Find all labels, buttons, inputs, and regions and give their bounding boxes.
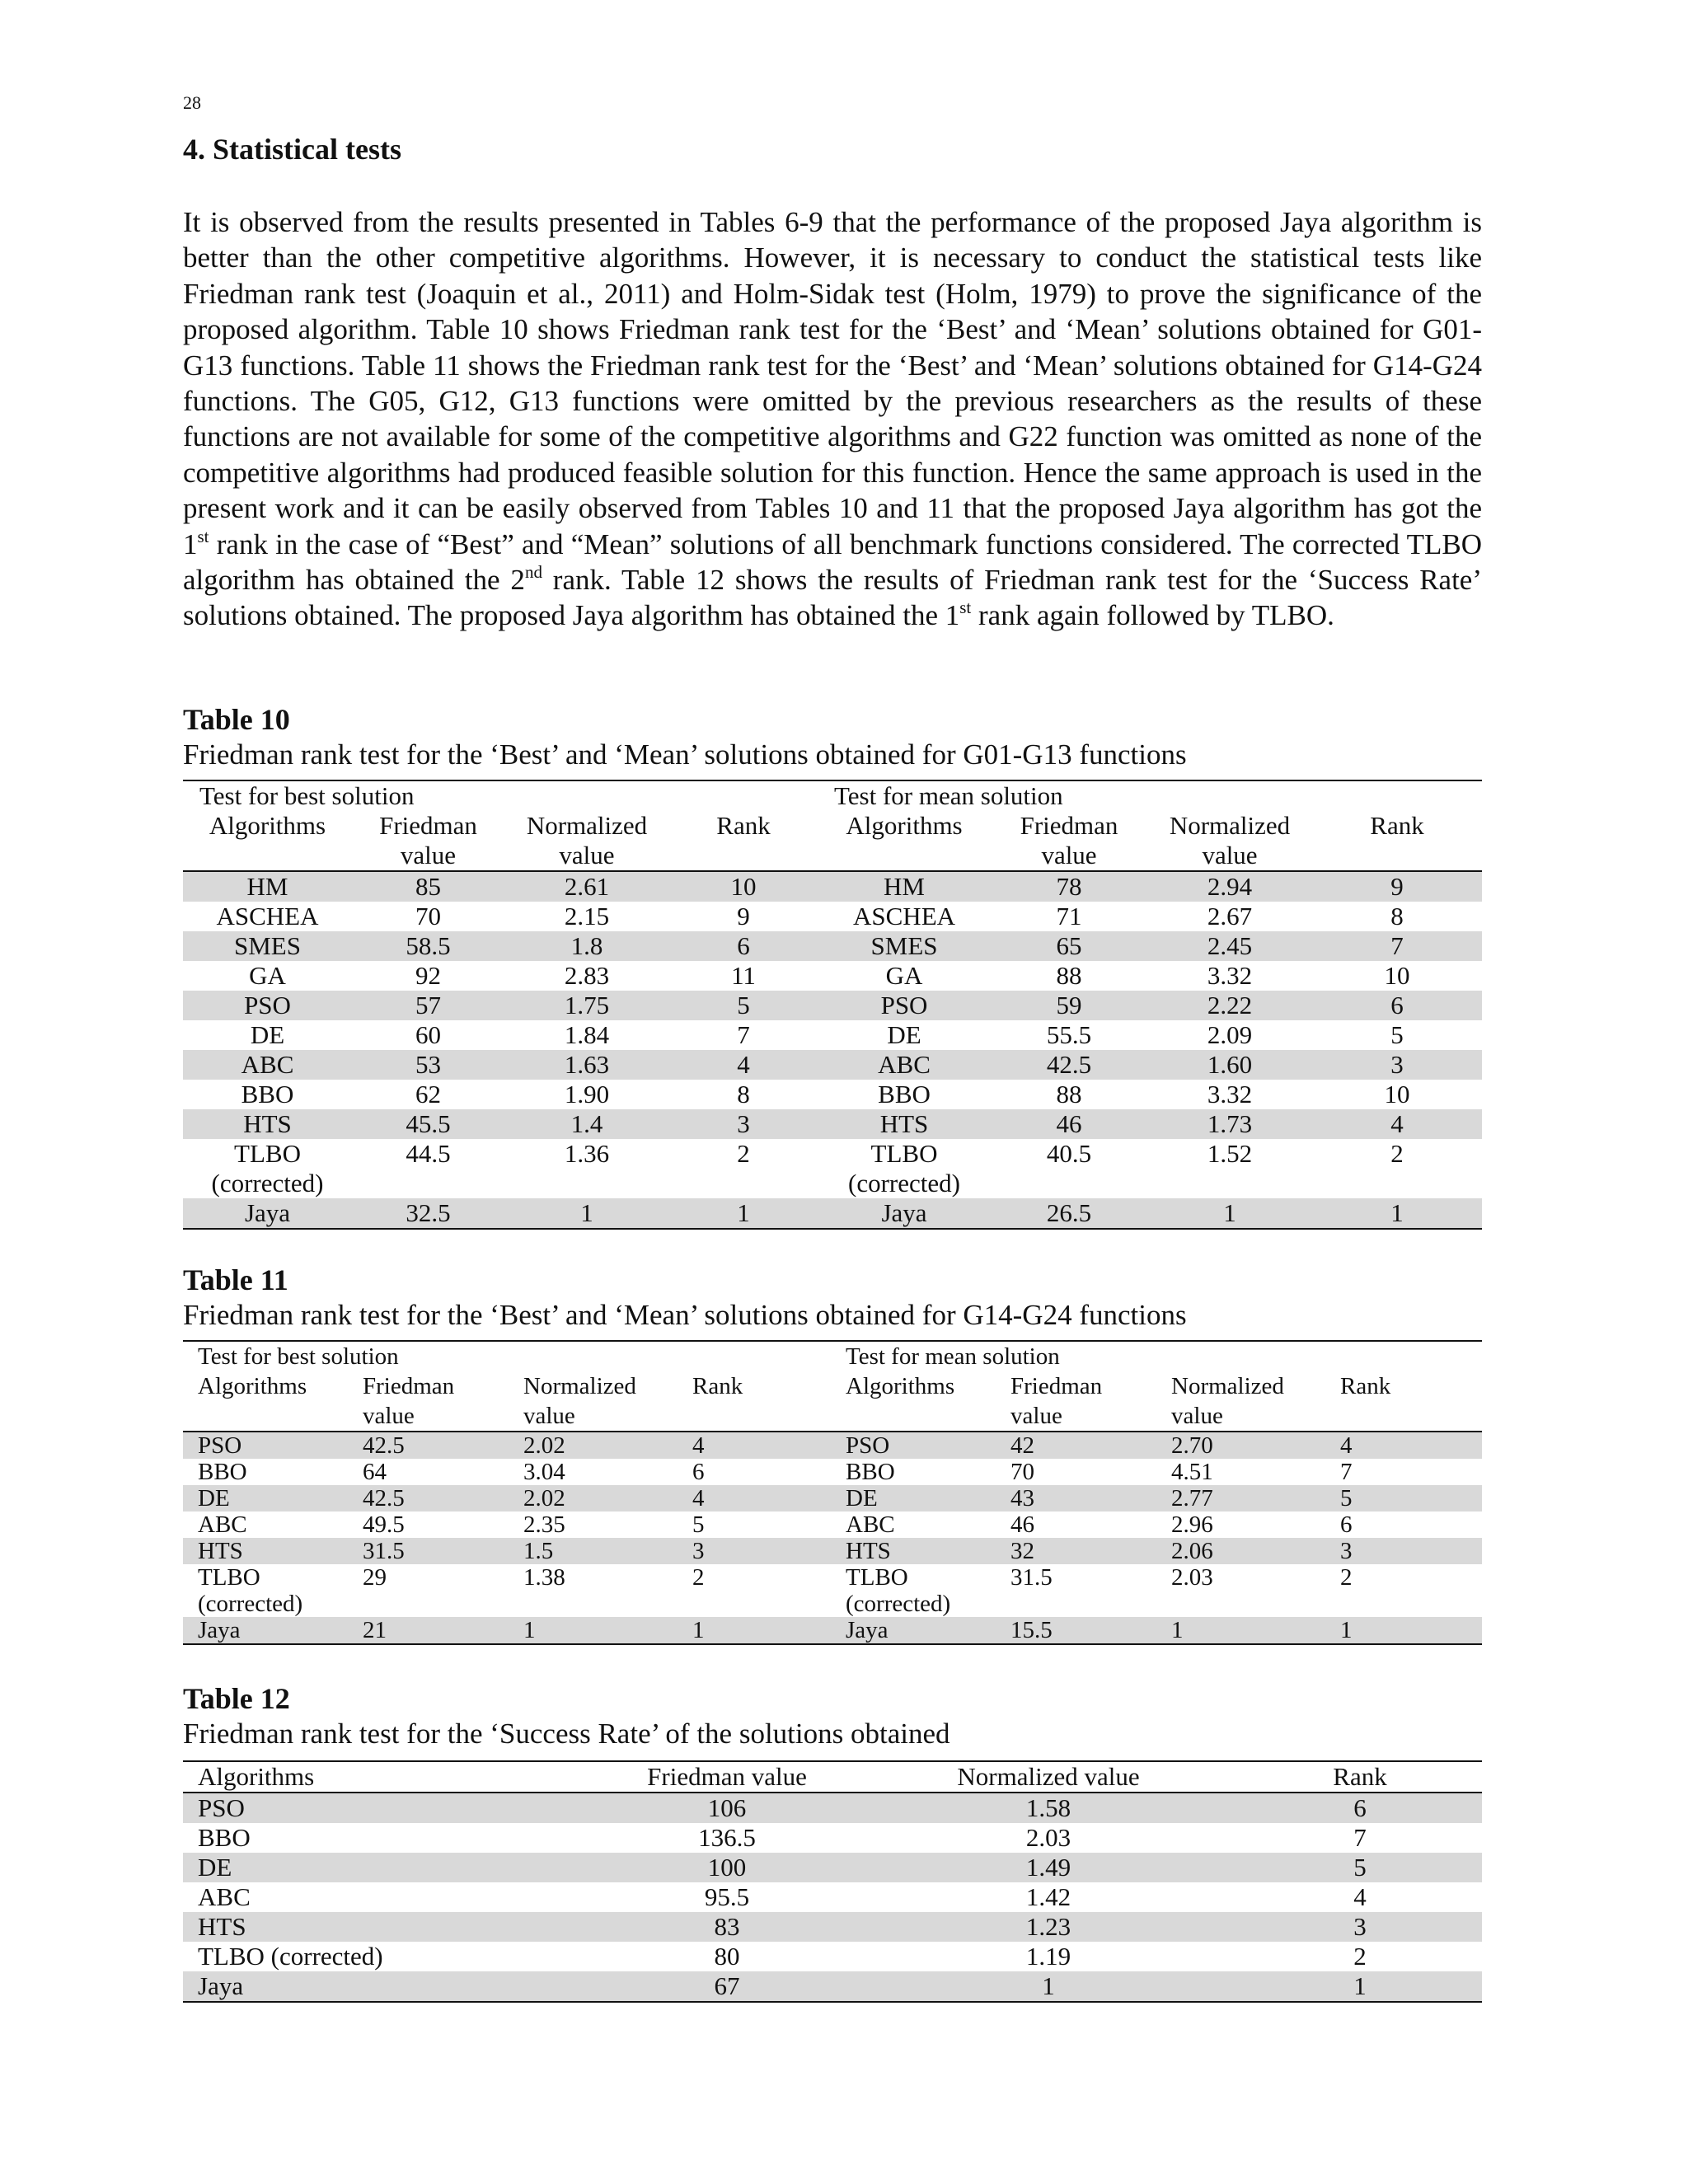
table12-header-cell: Friedman value — [595, 1761, 859, 1793]
table12-header-row — [183, 1761, 1482, 1793]
table10-cell: 2.61 — [504, 871, 669, 902]
table12 — [183, 1760, 1482, 2003]
table11-cell: 21 — [348, 1617, 509, 1644]
table11-header-row — [183, 1371, 1482, 1432]
table11-cell: 5 — [692, 1511, 705, 1538]
table11-cell: 2.35 — [523, 1511, 565, 1538]
table10-cell: 2.67 — [1207, 902, 1253, 930]
table10-cell: TLBO — [234, 1139, 301, 1168]
body-paragraph — [183, 204, 1482, 634]
table12-cell: 1.58 — [859, 1793, 1238, 1823]
table10-cell: 11 — [731, 961, 756, 990]
table10-cell — [504, 1169, 669, 1198]
table10-cell: 5 — [1390, 1020, 1404, 1049]
table11-cell: 1.38 — [523, 1564, 565, 1591]
table11-cell: HTS — [183, 1538, 348, 1564]
table12-cell: 106 — [595, 1793, 859, 1823]
table12-cell: PSO — [183, 1793, 595, 1823]
table10-group-mean: Test for mean solution — [834, 781, 1063, 810]
table11-cell — [1325, 1591, 1482, 1617]
table10-cell: PSO — [818, 991, 991, 1020]
table11-cell: 43 — [996, 1485, 1156, 1511]
table10-cell: 7 — [737, 1020, 750, 1049]
table10-cell — [669, 1169, 818, 1198]
table11-cell — [509, 1591, 678, 1617]
table12-header-cell: Rank — [1238, 1761, 1482, 1793]
table11-row — [183, 1538, 1482, 1564]
table11-cell: 4.51 — [1171, 1459, 1213, 1485]
table11-cell: 1.5 — [509, 1538, 678, 1564]
table11-cell: 46 — [1010, 1511, 1035, 1538]
table11-cell: PSO — [183, 1432, 348, 1459]
table10-cell: 1.36 — [564, 1139, 610, 1168]
table10-cell: 85 — [352, 871, 504, 902]
table12-cell: 6 — [1238, 1793, 1482, 1823]
table11-cell: 6 — [692, 1459, 705, 1485]
table11-cell: ABC — [198, 1511, 247, 1538]
table11-cell: 2 — [692, 1564, 705, 1591]
table12-cell: 1 — [1238, 1971, 1482, 2002]
table11-cell: TLBO — [198, 1564, 260, 1591]
table10-cell: HTS — [818, 1109, 991, 1139]
table10-cell: 71 — [1056, 902, 1082, 930]
section-title: 4. Statistical tests — [183, 133, 401, 166]
table12-label: Table 12 — [183, 1682, 290, 1715]
table11-cell: 1 — [1156, 1617, 1325, 1644]
table10-cell: 1.73 — [1147, 1109, 1312, 1139]
table10-row — [183, 1169, 1482, 1198]
table11-cell — [678, 1591, 831, 1617]
table12-cell: 3 — [1238, 1912, 1482, 1942]
table10-row — [183, 991, 1482, 1020]
table10-header-cell: Normalized value — [504, 811, 669, 871]
table11-header-cell: Rank — [678, 1371, 831, 1432]
table10-header-cell: Rank — [669, 811, 818, 871]
table10-cell — [991, 1169, 1147, 1198]
table10-cell: Jaya — [183, 1198, 352, 1229]
table10-cell: 2.09 — [1207, 1020, 1253, 1049]
table10-cell: DE — [250, 1020, 285, 1049]
table10-cell: 3 — [1312, 1050, 1482, 1080]
table11-header-cell: Rank — [1325, 1371, 1482, 1432]
table10-cell: 58.5 — [352, 931, 504, 961]
table11-cell: 2.77 — [1156, 1485, 1325, 1511]
table12-row — [183, 1853, 1482, 1882]
table11-header-cell: Friedman value — [996, 1371, 1156, 1432]
paragraph-part-2: rank in the case of “Best” and “Mean” solutions of all benchmark functions considered. The corrected TLBO algorithm has obtained the 2 — [183, 527, 1482, 597]
paragraph-part-1: It is observed from the results presented in Tables 6-9 that the performance of the proposed Jaya algorithm is better than the other competitive algorithms. However, it is necessary to conduct the statistical tests like Friedman rank test (Joaquin et al., 2011) and Holm-Sidak test (Holm, 1979) to prove the significance of the proposed algorithm. Table 10 shows Friedman rank test for the ‘Best’ and ‘Mean’ solutions obtained for G01-G13 functions. Table 11 shows the Friedman rank test for the ‘Best’ and ‘Mean’ solutions obtained for G14-G24 functions. The G05, G12, G13 functions were omitted by the previous researchers as the results of these functions are not available for some of the competitive algorithms and G22 function was omitted as none of the competitive algorithms had produced feasible solution for this function. Hence the same approach is used in the present work and it can be easily observed from Tables 10 and 11 that the proposed Jaya algorithm has got the 1 — [183, 206, 1482, 560]
table12-header-cell: Normalized value — [859, 1761, 1238, 1793]
table10-cell: Jaya — [818, 1198, 991, 1229]
table11-group-mean: Test for mean solution — [846, 1343, 1060, 1370]
table12-row — [183, 1942, 1482, 1971]
table11-label: Table 11 — [183, 1263, 288, 1296]
table12-row — [183, 1912, 1482, 1942]
table11-header-cell: Friedman value — [348, 1371, 509, 1432]
table10-cell: 1.75 — [504, 991, 669, 1020]
table12-cell: TLBO (corrected) — [198, 1942, 383, 1971]
table10-cell: BBO — [878, 1080, 931, 1108]
table10-cell: SMES — [183, 931, 352, 961]
table11-cell: 70 — [1010, 1459, 1035, 1485]
table10-cell: 62 — [415, 1080, 441, 1108]
table10-cell: 10 — [669, 871, 818, 902]
table10-cell: 1 — [1312, 1198, 1482, 1229]
table11-cell: 49.5 — [363, 1511, 405, 1538]
table10-cell: 46 — [991, 1109, 1147, 1139]
table10-cell: 60 — [415, 1020, 441, 1049]
table10-cell: HTS — [183, 1109, 352, 1139]
table12-row — [183, 1971, 1482, 2002]
table10-cell: 7 — [1312, 931, 1482, 961]
page-number: 28 — [183, 92, 201, 113]
table10-cell: 4 — [669, 1050, 818, 1080]
table10-cell: 92 — [415, 961, 441, 990]
table12-cell: 1.49 — [859, 1853, 1238, 1882]
table10-cell: 1.84 — [564, 1020, 610, 1049]
table11-group-best: Test for best solution — [198, 1343, 399, 1370]
table10 — [183, 780, 1482, 1230]
table12-header-cell: Algorithms — [183, 1761, 595, 1793]
table10-cell: 6 — [669, 931, 818, 961]
table10-body — [183, 871, 1482, 1229]
table11-cell: HTS — [831, 1538, 996, 1564]
table10-cell: ABC — [183, 1050, 352, 1080]
table11-cell: 2.02 — [509, 1432, 678, 1459]
table10-cell: TLBO — [870, 1139, 938, 1168]
table12-cell: 1.42 — [1025, 1882, 1071, 1911]
table10-cell: ABC — [818, 1050, 991, 1080]
table12-cell: Jaya — [183, 1971, 595, 2002]
table11-cell: 3 — [678, 1538, 831, 1564]
table11-header-cell: Normalized value — [1156, 1371, 1325, 1432]
table10-caption: Friedman rank test for the ‘Best’ and ‘Mean’ solutions obtained for G01-G13 functions — [183, 738, 1187, 771]
table11-cell: 2.06 — [1156, 1538, 1325, 1564]
table10-cell: 3.32 — [1207, 961, 1253, 990]
table10-cell: 9 — [1312, 871, 1482, 902]
table10-cell: 10 — [1384, 1080, 1410, 1108]
table10-cell: 55.5 — [1046, 1020, 1092, 1049]
table11-header-cell: Algorithms — [831, 1371, 996, 1432]
table11-cell: 1 — [1325, 1617, 1482, 1644]
table11-row — [183, 1485, 1482, 1511]
table10-cell: 32.5 — [352, 1198, 504, 1229]
table11-cell: 2.03 — [1171, 1564, 1213, 1591]
table11-cell — [348, 1591, 509, 1617]
table10-cell: DE — [887, 1020, 921, 1049]
table10-group-row — [183, 780, 1482, 811]
table12-cell: 1.19 — [1025, 1942, 1071, 1971]
paragraph-part-4: rank again followed by TLBO. — [971, 599, 1334, 632]
superscript-3: st — [959, 598, 972, 618]
table11-row — [183, 1459, 1482, 1485]
table12-cell: 4 — [1353, 1882, 1367, 1911]
table10-cell: GA — [885, 961, 923, 990]
table12-cell: 1.23 — [859, 1912, 1238, 1942]
table10-cell: 44.5 — [406, 1139, 451, 1168]
table12-cell: 2 — [1353, 1942, 1367, 1971]
table10-cell: ASCHEA — [216, 902, 319, 930]
table11-cell: BBO — [846, 1459, 895, 1485]
table10-cell: 40.5 — [1046, 1139, 1092, 1168]
table10-row — [183, 961, 1482, 991]
table11-body — [183, 1432, 1482, 1644]
table10-cell — [1312, 1169, 1482, 1198]
table10-header-cell: Algorithms — [183, 811, 352, 871]
table10-cell: 1.8 — [504, 931, 669, 961]
table10-cell: 42.5 — [991, 1050, 1147, 1080]
table11-cell: DE — [831, 1485, 996, 1511]
superscript-2: nd — [524, 562, 542, 583]
table12-cell: 7 — [1353, 1823, 1367, 1852]
table11-cell: 1 — [509, 1617, 678, 1644]
table10-cell: BBO — [241, 1080, 294, 1108]
table10-row — [183, 902, 1482, 931]
table11-row — [183, 1432, 1482, 1459]
table10-group-best: Test for best solution — [199, 781, 415, 810]
table11-cell: 6 — [1340, 1511, 1353, 1538]
table10-cell: 2.83 — [564, 961, 610, 990]
table10-row — [183, 1198, 1482, 1229]
table12-caption: Friedman rank test for the ‘Success Rate’ of the solutions obtained — [183, 1718, 950, 1750]
table11-cell: 42.5 — [348, 1432, 509, 1459]
table11-cell: 42 — [996, 1432, 1156, 1459]
table10-cell: 1.60 — [1147, 1050, 1312, 1080]
table11-cell: 2.02 — [509, 1485, 678, 1511]
table11-group-row — [183, 1341, 1482, 1371]
table11-cell: 7 — [1340, 1459, 1353, 1485]
superscript-1: st — [197, 526, 209, 546]
table10-cell: 9 — [737, 902, 750, 930]
table11-cell: (corrected) — [198, 1591, 303, 1617]
table10-cell: 1 — [669, 1198, 818, 1229]
table11-cell: BBO — [198, 1459, 247, 1485]
table12-cell: 136.5 — [698, 1823, 756, 1852]
table10-cell: 70 — [415, 902, 441, 930]
table10-cell: 59 — [991, 991, 1147, 1020]
table11-cell — [996, 1591, 1156, 1617]
table11-cell: 2.96 — [1171, 1511, 1213, 1538]
table11-cell: 5 — [1325, 1485, 1482, 1511]
table10-cell: SMES — [818, 931, 991, 961]
table10-cell: 1.52 — [1207, 1139, 1253, 1168]
table11-header-cell: Algorithms — [183, 1371, 348, 1432]
table11-cell: Jaya — [831, 1617, 996, 1644]
table11 — [183, 1340, 1482, 1645]
table10-cell: 2 — [1390, 1139, 1404, 1168]
table10-header-cell: Friedman value — [352, 811, 504, 871]
table10-cell: 57 — [352, 991, 504, 1020]
table10-cell: 88 — [1056, 1080, 1082, 1108]
table12-cell: 80 — [714, 1942, 740, 1971]
table12-cell: BBO — [198, 1823, 251, 1852]
table10-cell: GA — [249, 961, 286, 990]
table10-cell: 45.5 — [352, 1109, 504, 1139]
table11-row — [183, 1591, 1482, 1617]
table11-cell: 42.5 — [348, 1485, 509, 1511]
table11-row — [183, 1511, 1482, 1538]
table10-row — [183, 871, 1482, 902]
table12-cell: 67 — [595, 1971, 859, 2002]
table10-cell: (corrected) — [848, 1169, 960, 1197]
table12-cell: 5 — [1238, 1853, 1482, 1882]
table10-cell: (corrected) — [211, 1169, 324, 1197]
table10-cell: 53 — [352, 1050, 504, 1080]
table10-cell: 4 — [1312, 1109, 1482, 1139]
table10-cell: 26.5 — [991, 1198, 1147, 1229]
table10-cell: HM — [183, 871, 352, 902]
table11-cell: DE — [183, 1485, 348, 1511]
table11-row — [183, 1617, 1482, 1644]
table12-cell: 1 — [859, 1971, 1238, 2002]
table11-cell: 15.5 — [996, 1617, 1156, 1644]
table11-cell: 3 — [1325, 1538, 1482, 1564]
table12-cell: 2.03 — [1025, 1823, 1071, 1852]
table10-cell: 8 — [737, 1080, 750, 1108]
table10-cell: 2.15 — [564, 902, 610, 930]
table10-cell: HM — [818, 871, 991, 902]
table10-cell: 10 — [1384, 961, 1410, 990]
table10-cell: 8 — [1390, 902, 1404, 930]
table10-row — [183, 1050, 1482, 1080]
table10-cell: 2.94 — [1147, 871, 1312, 902]
table10-cell — [1147, 1169, 1312, 1198]
table10-header-cell: Rank — [1312, 811, 1482, 871]
table11-cell: 4 — [678, 1432, 831, 1459]
table11-cell: 4 — [678, 1485, 831, 1511]
table10-cell: 5 — [669, 991, 818, 1020]
table10-cell: ASCHEA — [853, 902, 956, 930]
table10-row — [183, 1080, 1482, 1109]
table10-cell: 2.45 — [1147, 931, 1312, 961]
table10-row — [183, 1139, 1482, 1169]
table12-row — [183, 1793, 1482, 1823]
table10-label: Table 10 — [183, 703, 290, 736]
table10-cell: PSO — [183, 991, 352, 1020]
table10-cell: 1.90 — [564, 1080, 610, 1108]
table11-header-cell: Normalized value — [509, 1371, 678, 1432]
table11-cell: 3.04 — [523, 1459, 565, 1485]
table12-cell: ABC — [198, 1882, 251, 1911]
table11-row — [183, 1564, 1482, 1591]
table11-cell: 1 — [678, 1617, 831, 1644]
table10-header-cell: Algorithms — [818, 811, 991, 871]
table11-cell: 2.70 — [1156, 1432, 1325, 1459]
table11-cell: 64 — [363, 1459, 387, 1485]
table10-cell: 1.4 — [504, 1109, 669, 1139]
table12-body — [183, 1793, 1482, 2002]
table10-cell: 78 — [991, 871, 1147, 902]
table11-cell: 2 — [1340, 1564, 1353, 1591]
table12-cell: 100 — [595, 1853, 859, 1882]
table10-cell: 1.63 — [504, 1050, 669, 1080]
table11-cell — [1156, 1591, 1325, 1617]
table10-cell: 3.32 — [1207, 1080, 1253, 1108]
table11-cell: Jaya — [183, 1617, 348, 1644]
table12-row — [183, 1823, 1482, 1853]
table12-cell: HTS — [183, 1912, 595, 1942]
table10-cell: 6 — [1312, 991, 1482, 1020]
table12-row — [183, 1882, 1482, 1912]
table10-cell — [352, 1169, 504, 1198]
table11-cell: TLBO — [846, 1564, 908, 1591]
table10-row — [183, 931, 1482, 961]
table12-cell: 95.5 — [704, 1882, 750, 1911]
table10-row — [183, 1020, 1482, 1050]
table11-cell: ABC — [846, 1511, 895, 1538]
table10-row — [183, 1109, 1482, 1139]
table11-cell: PSO — [831, 1432, 996, 1459]
table10-cell: 1 — [1147, 1198, 1312, 1229]
table12-cell: DE — [183, 1853, 595, 1882]
table11-cell: 32 — [996, 1538, 1156, 1564]
table10-header-row — [183, 811, 1482, 871]
table10-cell: 3 — [669, 1109, 818, 1139]
table11-cell: 31.5 — [1010, 1564, 1053, 1591]
table12-cell: 83 — [595, 1912, 859, 1942]
table11-cell: 31.5 — [348, 1538, 509, 1564]
table10-header-cell: Normalized value — [1147, 811, 1312, 871]
table10-cell: 2.22 — [1147, 991, 1312, 1020]
table11-cell: (corrected) — [846, 1591, 951, 1617]
table11-caption: Friedman rank test for the ‘Best’ and ‘Mean’ solutions obtained for G14-G24 functions — [183, 1299, 1187, 1331]
table11-cell: 4 — [1325, 1432, 1482, 1459]
table11-cell: 29 — [363, 1564, 387, 1591]
table10-header-cell: Friedman value — [991, 811, 1147, 871]
table10-cell: 65 — [991, 931, 1147, 961]
table10-cell: 88 — [1056, 961, 1082, 990]
table10-cell: 2 — [737, 1139, 750, 1168]
paragraph-part-3: rank. Table 12 shows the results of Friedman rank test for the ‘Success Rate’ solutions obtained. The proposed Jaya algorithm has obtained the 1 — [183, 564, 1482, 632]
table10-cell: 1 — [504, 1198, 669, 1229]
